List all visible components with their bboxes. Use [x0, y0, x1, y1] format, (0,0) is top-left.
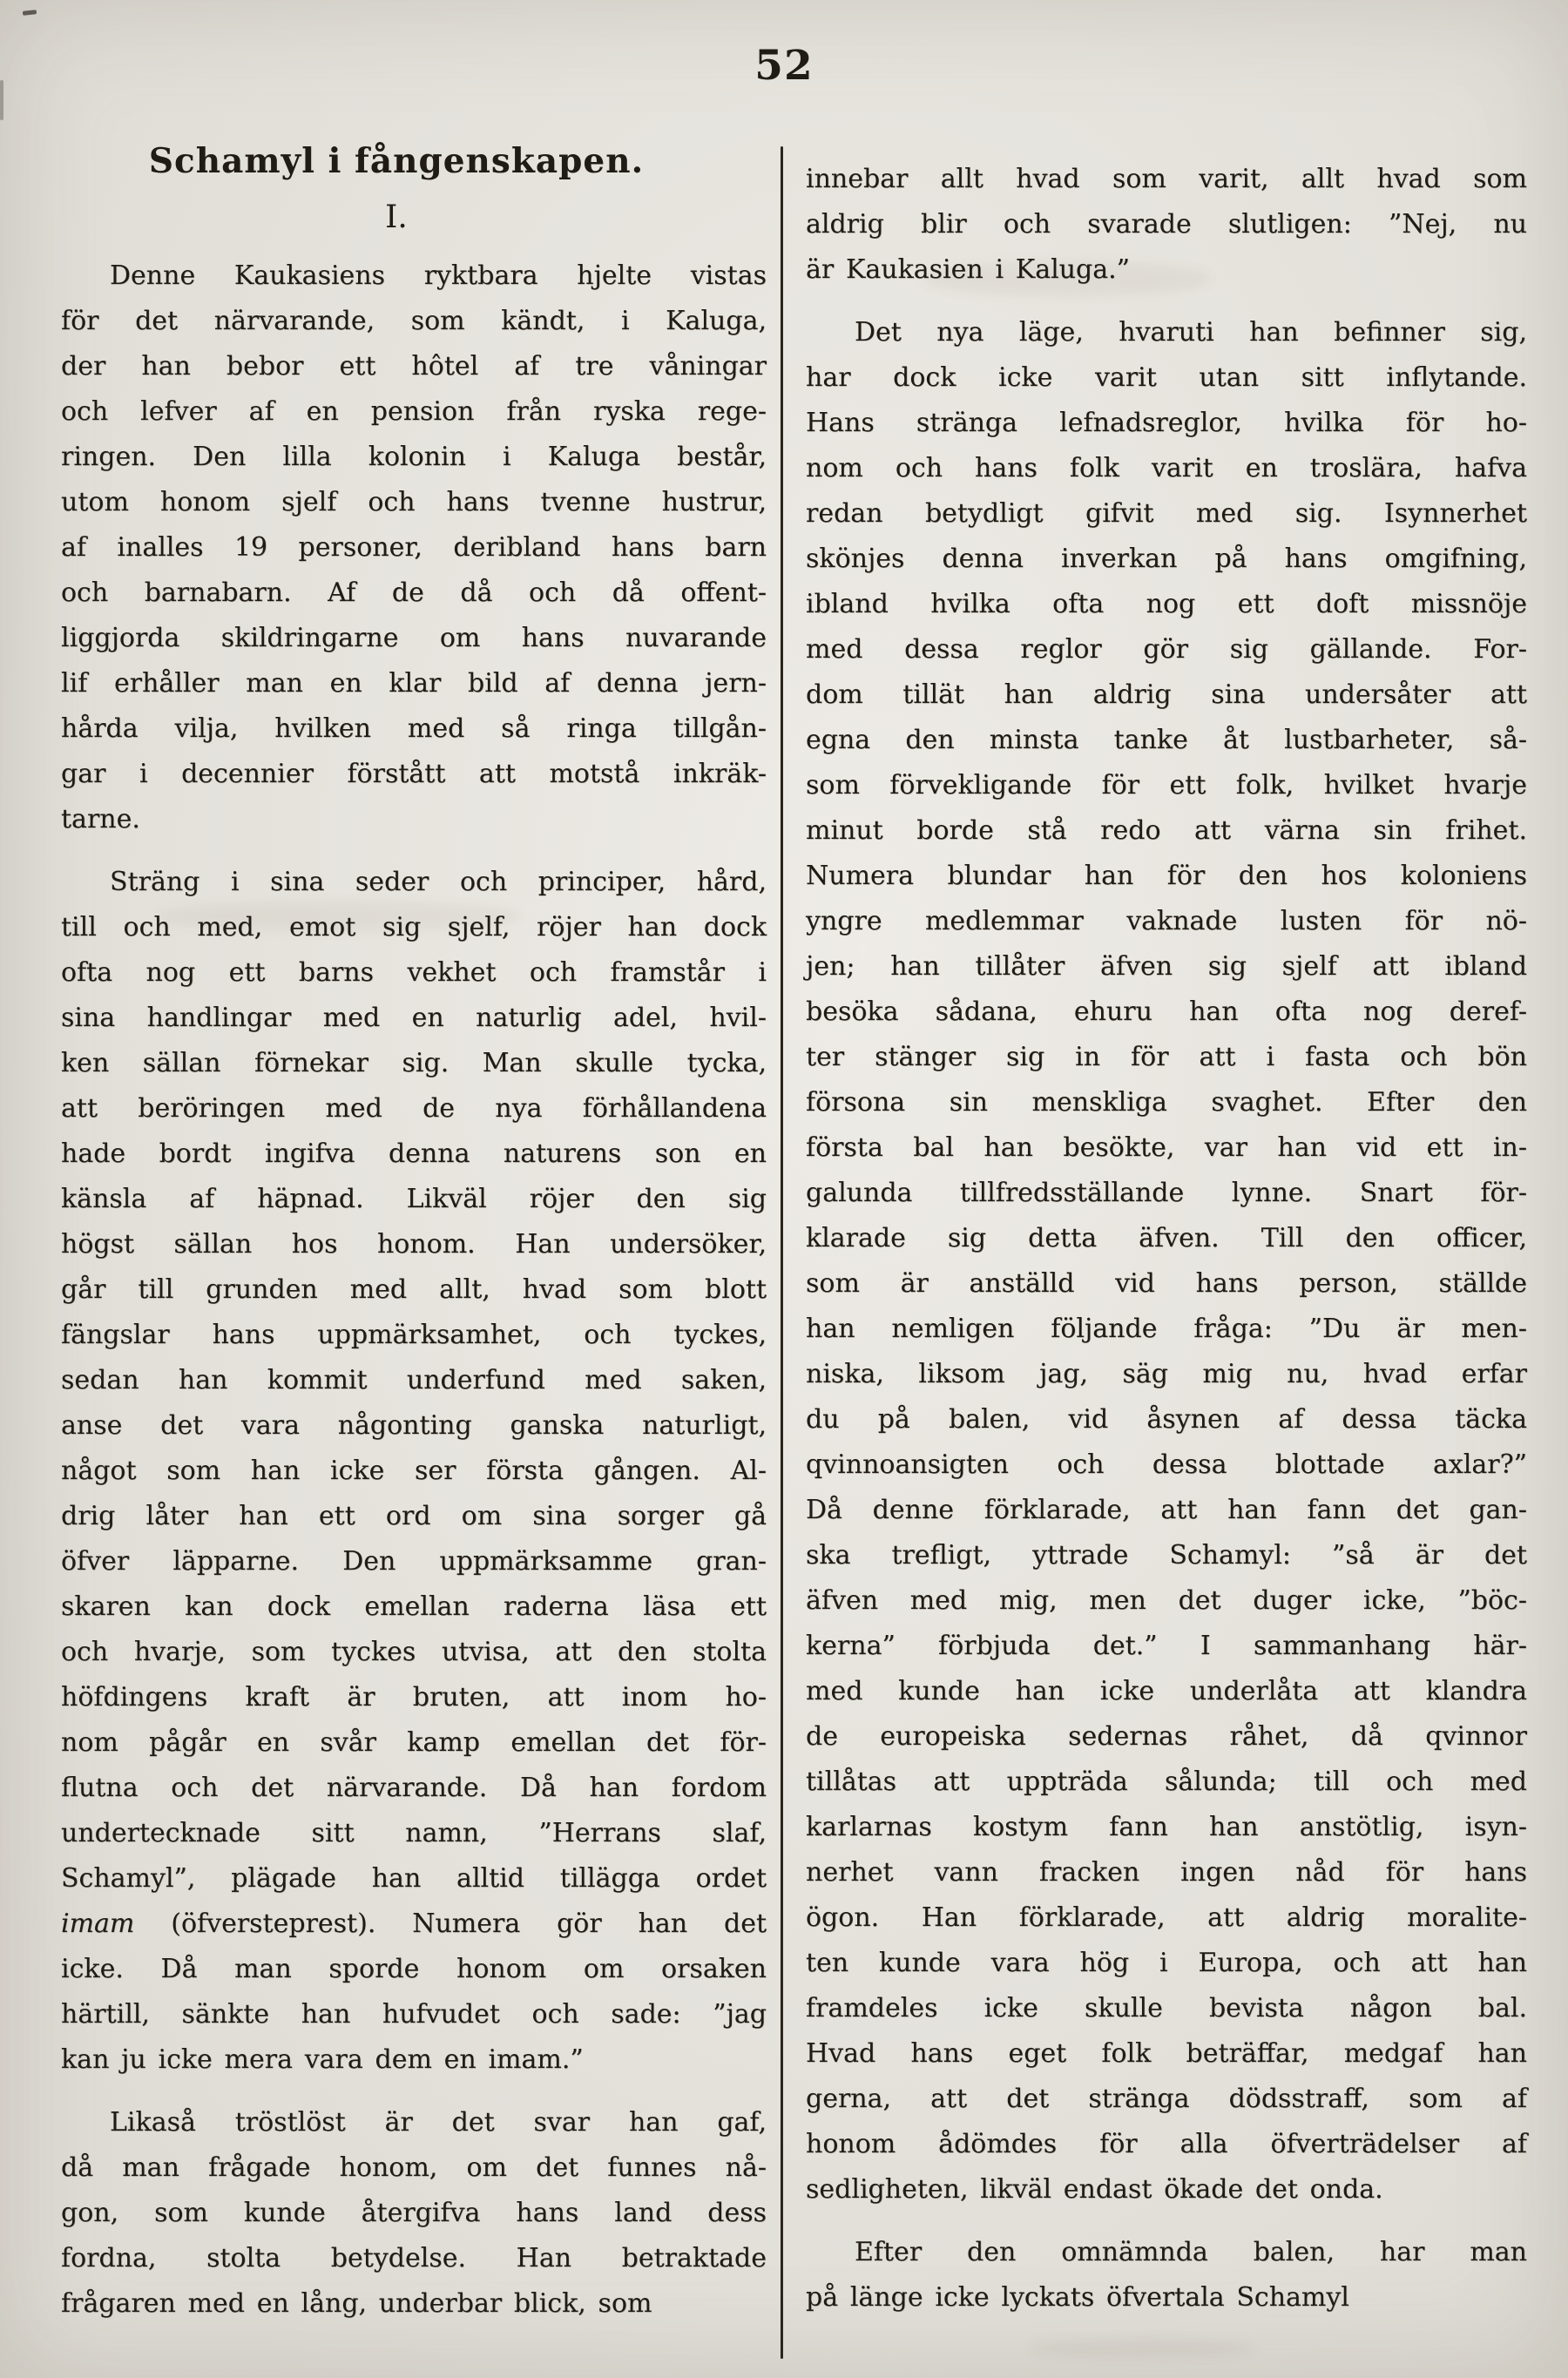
- text-line: frågaren med en lång, underbar blick, som: [61, 2288, 652, 2319]
- text-line: något som han icke ser första gången. Al-: [61, 1456, 767, 1486]
- text-line: ken sällan förnekar sig. Man skulle tycka,: [61, 1048, 767, 1078]
- text-line: tillåtas att uppträda sålunda; till och med: [806, 1767, 1527, 1797]
- section-numeral: I.: [385, 199, 408, 235]
- left-column: [61, 135, 767, 2327]
- text-line: karlarnas kostym fann han anstötlig, isyn-: [806, 1812, 1527, 1842]
- text-line: kan ju icke mera vara dem en imam.”: [61, 2044, 584, 2075]
- text-line: skaren kan dock emellan raderna läsa ett: [61, 1591, 767, 1622]
- text-line: med dessa reglor gör sig gällande. For-: [806, 634, 1527, 665]
- text-line: imam (öfversteprest). Numera gör han det: [61, 1908, 767, 1939]
- text-line: anse det vara någonting ganska naturligt,: [61, 1410, 767, 1441]
- text-line: högst sällan hos honom. Han undersöker,: [61, 1229, 767, 1260]
- article-title: Schamyl i fångenskapen.: [148, 141, 645, 181]
- text-line: ten kunde vara hög i Europa, och att han: [806, 1948, 1527, 1978]
- paragraph: [806, 157, 1527, 293]
- text-line: ögon. Han förklarade, att aldrig moralite-: [806, 1902, 1527, 1933]
- text-line: som är anställd vid hans person, ställde: [806, 1268, 1527, 1299]
- text-line: innebar allt hvad som varit, allt hvad som: [806, 164, 1527, 194]
- text-line: gerna, att det stränga dödsstraff, som af: [806, 2084, 1527, 2114]
- text-line: då man frågade honom, om det funnes nå-: [61, 2152, 767, 2183]
- text-line: på länge icke lyckats öfvertala Schamyl: [806, 2282, 1349, 2313]
- text-line: som förvekligande för ett folk, hvilket hvarje: [806, 770, 1527, 801]
- text-line: klarade sig detta äfven. Till den officer,: [806, 1223, 1527, 1253]
- text-line: är Kaukasien i Kaluga.”: [806, 254, 1130, 285]
- text-line: galunda tillfredsställande lynne. Snart för-: [806, 1178, 1527, 1208]
- text-line: och hvarje, som tyckes utvisa, att den stolta: [61, 1637, 767, 1667]
- article-header: [61, 135, 732, 243]
- column-divider: [781, 146, 783, 2359]
- text-line: honom ådömdes för alla öfverträdelser af: [806, 2129, 1527, 2159]
- text-line: egna den minsta tanke åt lustbarheter, så-: [806, 725, 1527, 755]
- text-line: besöka sådana, ehuru han ofta nog deref-: [806, 996, 1527, 1027]
- text-line: fordna, stolta betydelse. Han betraktade: [61, 2243, 767, 2273]
- text-line: nom och hans folk varit en troslära, hafva: [806, 453, 1527, 483]
- text-line: öfver läpparne. Den uppmärksamme gran-: [61, 1546, 767, 1577]
- text-line: tarne.: [61, 804, 140, 834]
- text-line: hade bordt ingifva denna naturens son en: [61, 1138, 767, 1169]
- scan-artifact: [23, 10, 37, 16]
- text-line: härtill, sänkte han hufvudet och sade: ”jag: [61, 1999, 767, 2030]
- text-line: skönjes denna inverkan på hans omgifning,: [806, 544, 1527, 574]
- text-line: Sträng i sina seder och principer, hård,: [110, 867, 767, 897]
- text-line: qvinnoansigten och dessa blottade axlar?”: [806, 1449, 1527, 1480]
- text-line: minut borde stå redo att värna sin frihet.: [806, 815, 1527, 846]
- text-line: hårda vilja, hvilken med så ringa tillgån-: [61, 713, 767, 744]
- text-line: han nemligen följande fråga: ”Du är men-: [806, 1314, 1527, 1344]
- text-line: höfdingens kraft är bruten, att inom ho-: [61, 1682, 767, 1713]
- text-line: de europeiska sedernas råhet, då qvinnor: [806, 1721, 1527, 1752]
- page-number: 52: [754, 42, 814, 90]
- text-line: äfven med mig, men det duger icke, ”böc-: [806, 1585, 1527, 1616]
- text-line: du på balen, vid åsynen af dessa täcka: [806, 1404, 1527, 1435]
- text-line: Hvad hans eget folk beträffar, medgaf han: [806, 2038, 1527, 2069]
- text-line: Då denne förklarade, att han fann det gan-: [806, 1495, 1527, 1525]
- text-line: niska, liksom jag, säg mig nu, hvad erfar: [806, 1359, 1527, 1389]
- text-line: Denne Kaukasiens ryktbara hjelte vistas: [110, 260, 767, 291]
- text-line: går till grunden med allt, hvad som blott: [61, 1274, 767, 1305]
- italic-word: imam: [61, 1908, 135, 1939]
- text-line: första bal han besökte, var han vid ett in-: [806, 1132, 1527, 1163]
- text-line: yngre medlemmar vaknade lusten för nö-: [806, 906, 1527, 936]
- text-line: fängslar hans uppmärksamhet, och tyckes,: [61, 1320, 767, 1350]
- text-line: redan betydligt gifvit med sig. Isynnerhet: [806, 498, 1527, 529]
- text-line: gar i decennier förstått att motstå inkräk-: [61, 759, 767, 789]
- text-line: Likaså tröstlöst är det svar han gaf,: [110, 2107, 767, 2138]
- text-line: der han bebor ett hôtel af tre våningar: [61, 351, 767, 382]
- text-line: ringen. Den lilla kolonin i Kaluga består,: [61, 442, 767, 472]
- text-line: aldrig blir och svarade slutligen: ”Nej, nu: [806, 209, 1527, 240]
- text-line: Det nya läge, hvaruti han befinner sig,: [855, 317, 1527, 348]
- text-line: har dock icke varit utan sitt inflytande.: [806, 362, 1527, 393]
- text-line: af inalles 19 personer, deribland hans barn: [61, 532, 767, 563]
- text-line: ofta nog ett barns vekhet och framstår i: [61, 957, 767, 988]
- text-line: och lefver af en pension från ryska rege-: [61, 396, 767, 427]
- text-line: nerhet vann fracken ingen nåd för hans: [806, 1857, 1527, 1888]
- text-line: framdeles icke skulle bevista någon bal.: [806, 1993, 1527, 2023]
- paragraph: [61, 253, 767, 842]
- text-line: och barnabarn. Af de då och då offent-: [61, 578, 767, 608]
- text-line: icke. Då man sporde honom om orsaken: [61, 1954, 767, 1984]
- paragraph: [806, 310, 1527, 2212]
- text-line: försona sin menskliga svaghet. Efter den: [806, 1087, 1527, 1118]
- text-line: Schamyl”, plägade han alltid tillägga ordet: [61, 1863, 767, 1894]
- text-line: ska trefligt, yttrade Schamyl: ”så är det: [806, 1540, 1527, 1571]
- text-line: flutna och det närvarande. Då han fordom: [61, 1773, 767, 1803]
- text-line: Efter den omnämnda balen, har man: [855, 2237, 1527, 2267]
- text-line: ter stänger sig in för att i fasta och bön: [806, 1042, 1527, 1072]
- text-line: nom pågår en svår kamp emellan det för-: [61, 1727, 767, 1758]
- paragraph: [61, 860, 767, 2083]
- text-line: gon, som kunde återgifva hans land dess: [61, 2198, 767, 2228]
- text-line: utom honom sjelf och hans tvenne hustrur,: [61, 487, 767, 517]
- paragraph: [806, 2230, 1527, 2321]
- text-line: undertecknade sitt namn, ”Herrans slaf,: [61, 1818, 767, 1848]
- text-line: lif erhåller man en klar bild af denna jern-: [61, 668, 767, 699]
- text-line: drig låter han ett ord om sina sorger gå: [61, 1501, 767, 1531]
- left-column-text: [61, 253, 767, 2327]
- text-line: jen; han tillåter äfven sig sjelf att ibland: [806, 951, 1527, 982]
- text-line: Hans stränga lefnadsreglor, hvilka för ho-: [806, 408, 1527, 438]
- text-line: liggjorda skildringarne om hans nuvarande: [61, 623, 767, 653]
- text-line: sedligheten, likväl endast ökade det onda.: [806, 2174, 1383, 2205]
- text-line: ibland hvilka ofta nog ett doft missnöje: [806, 589, 1527, 619]
- text-line: Numera blundar han för den hos koloniens: [806, 861, 1527, 891]
- text-line: med kunde han icke underlåta att klandra: [806, 1676, 1527, 1706]
- right-column: [806, 146, 1527, 2321]
- text-line: sedan han kommit underfund med saken,: [61, 1365, 767, 1395]
- text-line: att beröringen med de nya förhållandena: [61, 1093, 767, 1124]
- text-line: sina handlingar med en naturlig adel, hvil-: [61, 1003, 767, 1033]
- text-line: kerna” förbjuda det.” I sammanhang här-: [806, 1631, 1527, 1661]
- text-line: för det närvarande, som kändt, i Kaluga,: [61, 306, 767, 336]
- text-line: till och med, emot sig sjelf, röjer han dock: [61, 912, 767, 942]
- text-line: känsla af häpnad. Likväl röjer den sig: [61, 1184, 767, 1214]
- paragraph: [61, 2100, 767, 2327]
- paper-smudge: [1028, 2339, 1254, 2358]
- text-line: dom tillät han aldrig sina undersåter att: [806, 679, 1527, 710]
- right-column-text: [806, 157, 1527, 2321]
